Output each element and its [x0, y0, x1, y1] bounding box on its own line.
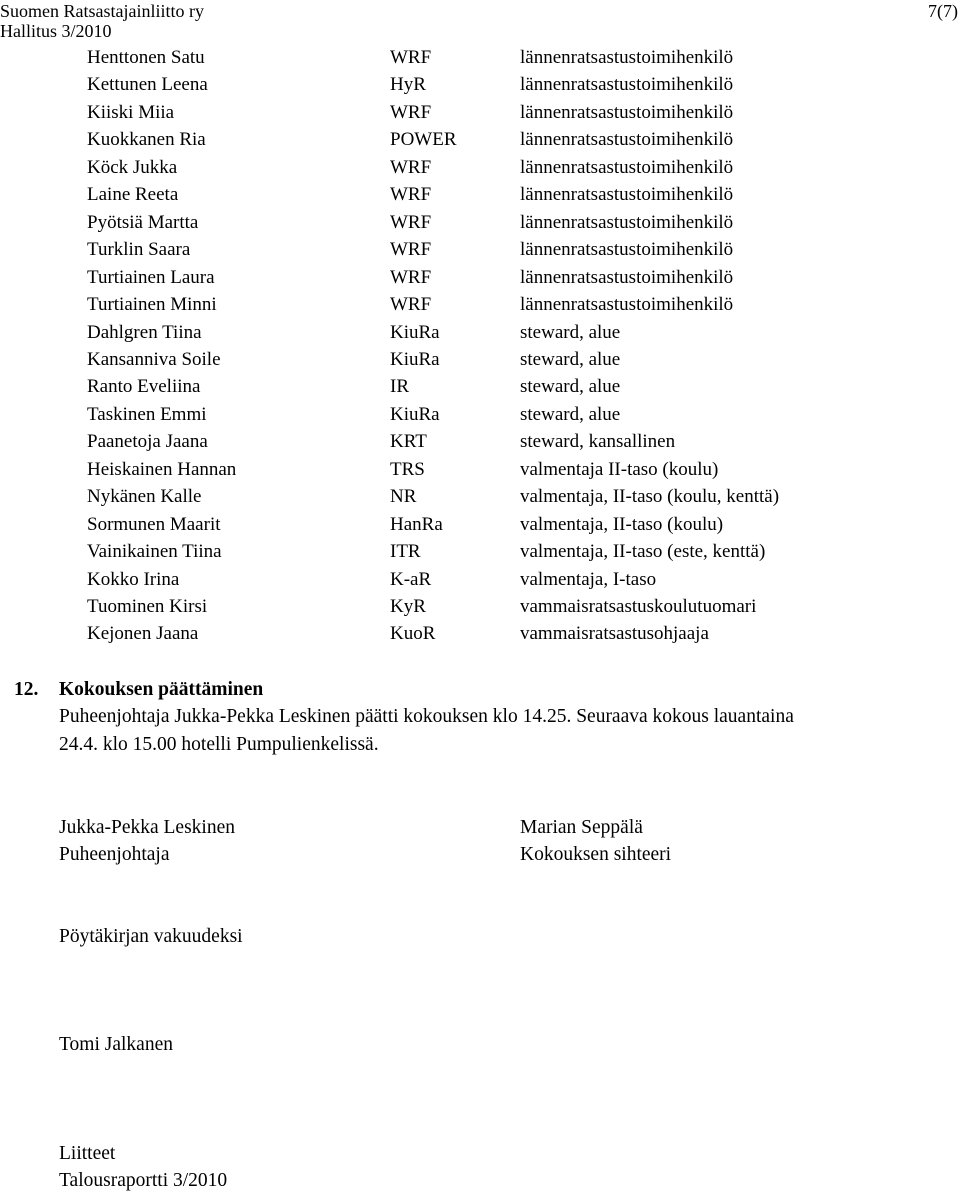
role-title: lännenratsastustoimihenkilö: [520, 101, 734, 123]
role-title: lännenratsastustoimihenkilö: [520, 239, 734, 261]
section-title: Kokouksen päättäminen: [59, 679, 264, 700]
table-row: [0, 158, 960, 186]
club-code: WRF: [390, 184, 432, 206]
person-name: Tuominen Kirsi: [87, 596, 208, 617]
section-number: 12.: [14, 679, 39, 700]
table-row: [0, 213, 960, 241]
table-row: [0, 130, 960, 158]
verification-label: Pöytäkirjan vakuudeksi: [59, 926, 243, 947]
secretary-name: Marian Seppälä: [520, 817, 643, 838]
club-code: WRF: [390, 239, 432, 261]
club-code: KRT: [390, 431, 427, 453]
table-row: [0, 323, 960, 351]
club-code: HyR: [390, 74, 426, 96]
person-name: Nykänen Kalle: [87, 486, 202, 508]
table-row: [0, 350, 960, 378]
club-code: ITR: [390, 541, 421, 563]
role-title: lännenratsastustoimihenkilö: [520, 129, 734, 151]
club-code: WRF: [390, 294, 432, 316]
role-title: valmentaja, I-taso: [520, 568, 657, 590]
table-row: [0, 460, 960, 488]
table-row: [0, 185, 960, 213]
table-row: [0, 597, 960, 625]
club-code: KiuRa: [390, 348, 440, 370]
attachment-item: Talousraportti 3/2010: [59, 1170, 228, 1191]
role-title: lännenratsastustoimihenkilö: [520, 294, 734, 316]
attachments-label: Liitteet: [59, 1143, 116, 1164]
role-title: lännenratsastustoimihenkilö: [520, 74, 734, 96]
person-name: Kettunen Leena: [87, 74, 208, 96]
role-title: lännenratsastustoimihenkilö: [520, 156, 734, 178]
role-title: lännenratsastustoimihenkilö: [520, 47, 734, 68]
role-title: steward, alue: [520, 376, 621, 398]
person-name: Turklin Saara: [87, 239, 191, 261]
club-code: WRF: [390, 101, 432, 123]
role-title: lännenratsastustoimihenkilö: [520, 211, 734, 233]
person-name: Kuokkanen Ria: [87, 129, 206, 151]
person-name: Turtiainen Laura: [87, 266, 215, 288]
club-code: WRF: [390, 211, 432, 233]
role-title: valmentaja II-taso (koulu): [520, 458, 719, 480]
person-name: Vainikainen Tiina: [87, 541, 222, 563]
club-code: K-aR: [390, 568, 432, 590]
club-code: WRF: [390, 156, 432, 178]
table-row: [0, 542, 960, 570]
table-row: [0, 240, 960, 268]
club-code: KyR: [390, 596, 426, 617]
verifier-name: Tomi Jalkanen: [59, 1034, 173, 1055]
club-code: IR: [390, 376, 409, 398]
role-title: steward, alue: [520, 348, 621, 370]
table-row: [0, 268, 960, 296]
club-code: HanRa: [390, 513, 443, 535]
table-row: [0, 75, 960, 103]
role-title: steward, kansallinen: [520, 431, 676, 453]
meeting-reference: Hallitus 3/2010: [0, 21, 112, 41]
secretary-title: Kokouksen sihteeri: [520, 844, 672, 865]
club-code: KuoR: [390, 623, 436, 645]
role-title: valmentaja, II-taso (este, kenttä): [520, 541, 766, 563]
person-name: Kokko Irina: [87, 568, 180, 590]
section-text-line-1: Puheenjohtaja Jukka-Pekka Leskinen päätti kokouksen klo 14.25. Seuraava kokous lauantaina: [59, 706, 794, 727]
table-row: [0, 377, 960, 405]
person-name: Kansanniva Soile: [87, 348, 221, 370]
role-title: steward, alue: [520, 403, 621, 425]
person-name: Taskinen Emmi: [87, 403, 207, 425]
person-name: Henttonen Satu: [87, 47, 205, 68]
club-code: KiuRa: [390, 321, 440, 343]
table-row: [0, 405, 960, 433]
table-row: [0, 570, 960, 598]
club-code: WRF: [390, 47, 432, 68]
person-name: Turtiainen Minni: [87, 294, 217, 316]
club-code: KiuRa: [390, 403, 440, 425]
club-code: NR: [390, 486, 417, 508]
role-title: valmentaja, II-taso (koulu): [520, 513, 724, 535]
person-name: Kiiski Miia: [87, 101, 175, 123]
organization-name: Suomen Ratsastajainliitto ry: [0, 1, 204, 21]
person-name: Heiskainen Hannan: [87, 458, 237, 480]
person-name: Köck Jukka: [87, 156, 178, 178]
person-name: Ranto Eveliina: [87, 376, 201, 398]
role-title: valmentaja, II-taso (koulu, kenttä): [520, 486, 780, 508]
person-name: Laine Reeta: [87, 184, 179, 206]
person-name: Paanetoja Jaana: [87, 431, 208, 453]
club-code: WRF: [390, 266, 432, 288]
chair-name: Jukka-Pekka Leskinen: [59, 817, 235, 838]
role-title: vammaisratsastusohjaaja: [520, 623, 709, 645]
table-row: [0, 432, 960, 460]
club-code: TRS: [390, 458, 425, 480]
chair-title: Puheenjohtaja: [59, 844, 170, 865]
role-title: steward, alue: [520, 321, 621, 343]
table-row: [0, 624, 960, 652]
page-number: 7(7): [928, 1, 958, 21]
table-row: [0, 487, 960, 515]
person-name: Kejonen Jaana: [87, 623, 199, 645]
table-row: [0, 515, 960, 543]
table-row: [0, 295, 960, 323]
person-name: Dahlgren Tiina: [87, 321, 202, 343]
table-row: [0, 48, 960, 76]
table-row: [0, 103, 960, 131]
role-title: lännenratsastustoimihenkilö: [520, 266, 734, 288]
section-text-line-2: 24.4. klo 15.00 hotelli Pumpulienkelissä.: [59, 734, 379, 755]
role-title: vammaisratsastuskoulutuomari: [520, 596, 757, 617]
person-name: Pyötsiä Martta: [87, 211, 199, 233]
role-title: lännenratsastustoimihenkilö: [520, 184, 734, 206]
person-name: Sormunen Maarit: [87, 513, 221, 535]
club-code: POWER: [390, 129, 457, 151]
